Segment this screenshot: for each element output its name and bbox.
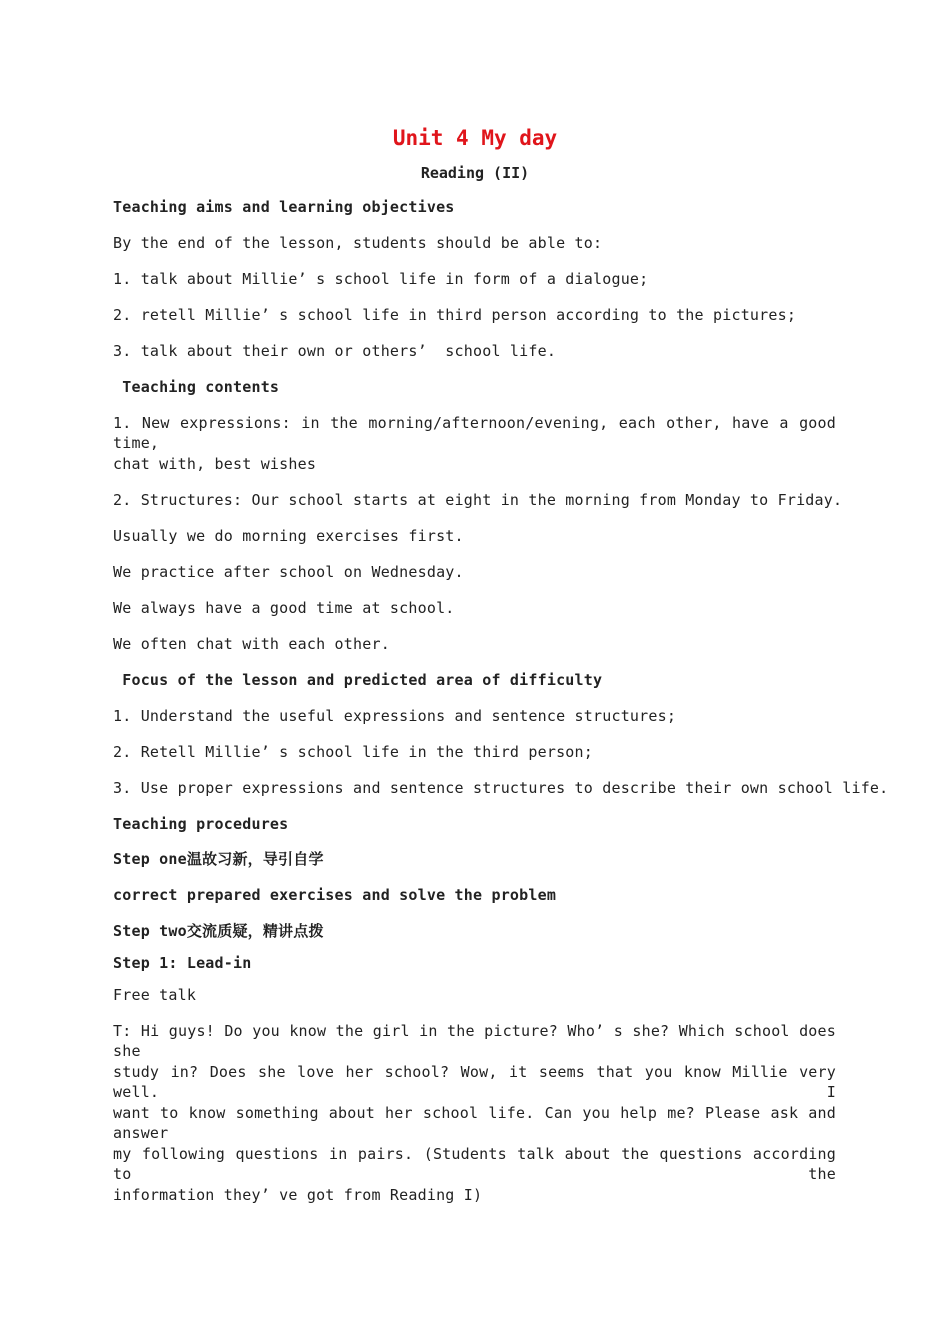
- expressions-line: chat with, best wishes: [113, 455, 317, 473]
- structure-line: 2. Structures: Our school starts at eight in the morning from Monday to Friday.: [113, 491, 843, 509]
- structure-line: Usually we do morning exercises first.: [113, 527, 464, 545]
- lead-in-paragraph-line: study in? Does she love her school? Wow, it seems that you know Millie very well. I: [113, 1063, 836, 1101]
- aims-item: 2. retell Millie’ s school life in third person according to the pictures;: [113, 306, 797, 324]
- free-talk-label: Free talk: [113, 986, 197, 1004]
- focus-item: 2. Retell Millie’ s school life in the third person;: [113, 743, 593, 761]
- aims-item: 3. talk about their own or others’ school life.: [113, 342, 557, 360]
- aims-intro: By the end of the lesson, students should be able to:: [113, 234, 603, 252]
- structure-line: We always have a good time at school.: [113, 599, 455, 617]
- lead-in-paragraph-line: my following questions in pairs. (Students talk about the questions according to the: [113, 1145, 836, 1183]
- contents-heading: Teaching contents: [113, 378, 280, 396]
- lead-in-paragraph-line: information they’ ve got from Reading I): [113, 1186, 483, 1204]
- step-one-heading: Step one温故习新，导引自学: [113, 850, 324, 868]
- structure-line: We practice after school on Wednesday.: [113, 563, 464, 581]
- procedures-heading: Teaching procedures: [113, 815, 289, 833]
- expressions-line: 1. New expressions: in the morning/afternoon/evening, each other, have a good time,: [113, 414, 836, 452]
- focus-heading: Focus of the lesson and predicted area of difficulty: [113, 671, 603, 689]
- structure-line: We often chat with each other.: [113, 635, 390, 653]
- page-title: Unit 4 My day: [392, 126, 558, 150]
- focus-item: 3. Use proper expressions and sentence structures to describe their own school life.: [113, 779, 889, 797]
- step-one-text: correct prepared exercises and solve the problem: [113, 886, 557, 904]
- step-two-heading: Step two交流质疑，精讲点拨: [113, 922, 324, 940]
- step-1-heading: Step 1: Lead-in: [113, 954, 252, 972]
- aims-item: 1. talk about Millie’ s school life in form of a dialogue;: [113, 270, 649, 288]
- lead-in-paragraph-line: T: Hi guys! Do you know the girl in the picture? Who’ s she? Which school does she: [113, 1022, 836, 1060]
- aims-heading: Teaching aims and learning objectives: [113, 198, 455, 216]
- page-subtitle: Reading (II): [420, 164, 530, 182]
- lead-in-paragraph-line: want to know something about her school life. Can you help me? Please ask and answer: [113, 1104, 836, 1142]
- focus-item: 1. Understand the useful expressions and sentence structures;: [113, 707, 677, 725]
